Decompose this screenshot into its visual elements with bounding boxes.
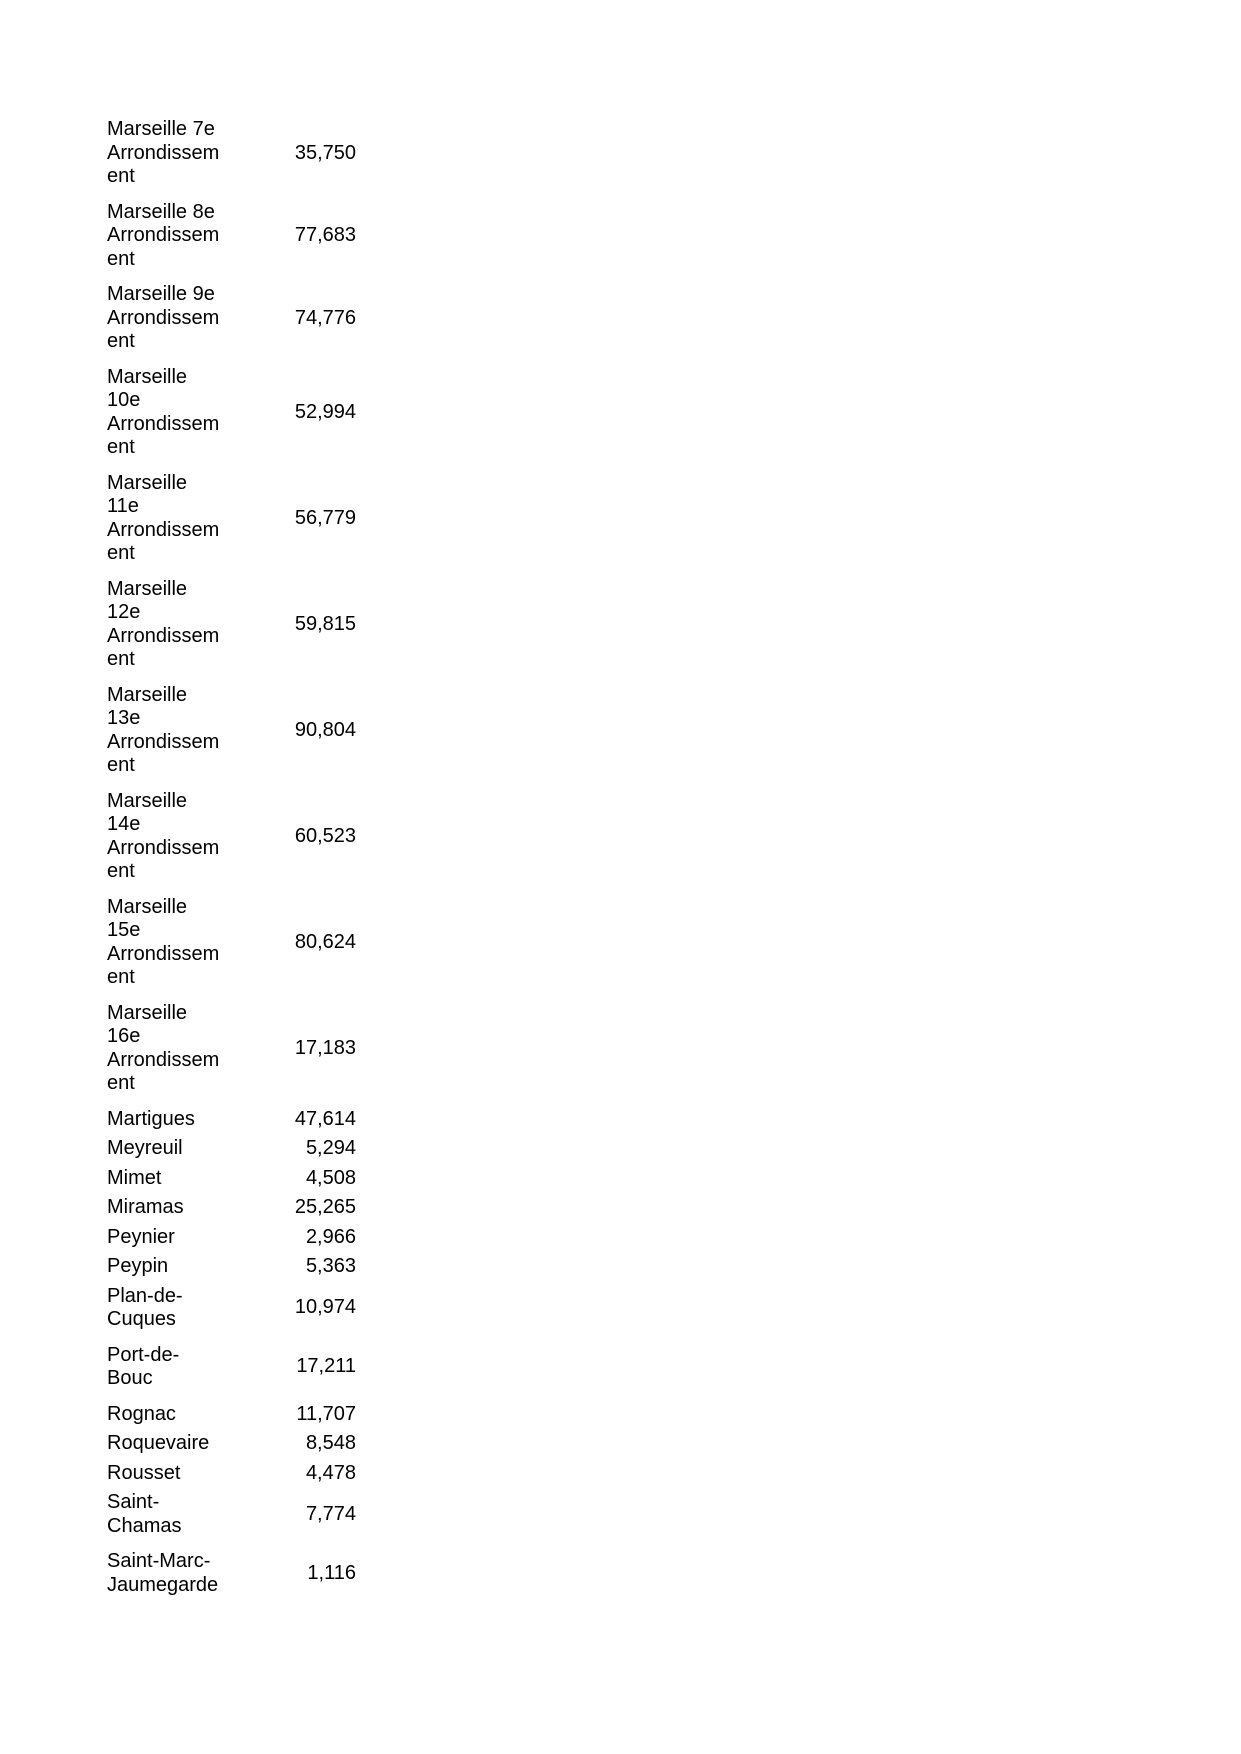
commune-name: Marseille 16e Arrondissem ent (107, 1001, 220, 1094)
table-row (107, 1432, 367, 1462)
population-value: 11,707 (296, 1402, 356, 1425)
population-value: 74,776 (294, 306, 356, 329)
table-row (107, 1255, 367, 1285)
commune-name: Marseille 11e Arrondissem ent (107, 471, 220, 564)
table-row (107, 684, 367, 790)
commune-name: Marseille 8e Arrondissem ent (107, 200, 220, 270)
commune-name: Roquevaire (107, 1432, 210, 1454)
commune-name: Marseille 9e Arrondissem ent (107, 283, 220, 352)
table-row (107, 578, 367, 684)
commune-name: Mimet (107, 1166, 162, 1189)
table-row (107, 1550, 367, 1609)
population-value: 56,779 (294, 506, 356, 529)
population-value: 47,614 (294, 1107, 356, 1130)
population-value: 60,523 (294, 824, 356, 847)
population-value: 2,966 (305, 1225, 356, 1248)
table-row (107, 1344, 367, 1403)
population-value: 77,683 (294, 224, 356, 246)
commune-name: Miramas (107, 1196, 184, 1218)
population-table (107, 118, 367, 1609)
table-row (107, 1285, 367, 1344)
commune-name: Rousset (107, 1461, 181, 1484)
commune-name: Marseille 15e Arrondissem ent (107, 895, 220, 988)
population-value: 35,750 (294, 141, 356, 164)
table-row (107, 1462, 367, 1492)
commune-name: Marseille 10e Arrondissem ent (107, 365, 220, 458)
population-value: 5,294 (305, 1137, 356, 1159)
commune-name: Marseille 12e Arrondissem ent (107, 577, 220, 670)
population-value: 4,508 (305, 1166, 356, 1189)
commune-name: Port-de- Bouc (107, 1343, 180, 1389)
population-value: 4,478 (305, 1461, 356, 1484)
table-row (107, 1491, 367, 1550)
commune-name: Peypin (107, 1255, 169, 1277)
population-value: 80,624 (294, 930, 356, 953)
population-value: 52,994 (294, 400, 356, 423)
table-row (107, 896, 367, 1002)
population-value: 8,548 (305, 1432, 356, 1454)
table-row (107, 1002, 367, 1108)
table-row (107, 118, 367, 201)
commune-name: Martigues (107, 1107, 195, 1130)
table-row (107, 472, 367, 578)
commune-name: Saint- Chamas (107, 1491, 182, 1537)
table-row (107, 1226, 367, 1256)
table-row (107, 366, 367, 472)
population-value: 17,183 (294, 1036, 356, 1059)
table-row (107, 1137, 367, 1167)
commune-name: Peynier (107, 1225, 175, 1248)
table-row (107, 201, 367, 284)
commune-name: Marseille 14e Arrondissem ent (107, 789, 220, 882)
population-value: 17,211 (296, 1355, 356, 1378)
commune-name: Marseille 13e Arrondissem ent (107, 683, 220, 776)
commune-name: Marseille 7e Arrondissem ent (107, 118, 220, 187)
commune-name: Saint-Marc- Jaumegarde (107, 1550, 219, 1596)
table-row (107, 1108, 367, 1138)
commune-name: Meyreuil (107, 1137, 183, 1159)
commune-name: Rognac (107, 1402, 176, 1425)
population-value: 25,265 (294, 1196, 356, 1218)
population-value: 7,774 (305, 1502, 356, 1525)
population-value: 59,815 (294, 612, 356, 635)
population-value: 5,363 (305, 1255, 356, 1277)
table-row (107, 790, 367, 896)
table-row (107, 283, 367, 366)
table-row (107, 1167, 367, 1197)
population-value: 90,804 (294, 718, 356, 741)
population-value: 10,974 (294, 1296, 356, 1319)
table-row (107, 1196, 367, 1226)
table-row (107, 1403, 367, 1433)
population-value: 1,116 (307, 1561, 356, 1584)
commune-name: Plan-de- Cuques (107, 1284, 183, 1330)
